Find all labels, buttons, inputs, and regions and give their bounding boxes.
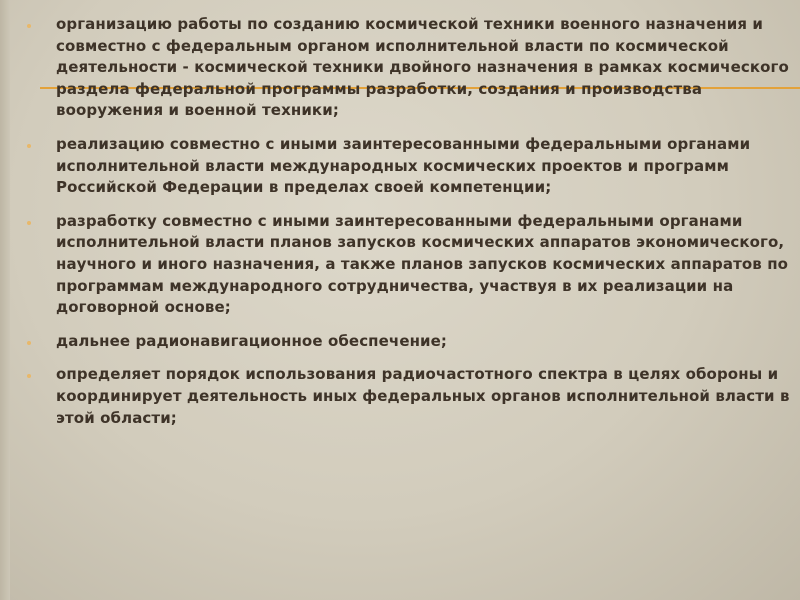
left-decor-strip bbox=[0, 0, 10, 600]
bullet-text: дальнее радионавигационное обеспечение; bbox=[56, 331, 448, 350]
bullet-dot-icon bbox=[27, 221, 31, 225]
bullet-text: реализацию совместно с иными заинтересованными федеральными органами исполнительной власти международных космических проектов и программ Российской Федерации в пределах своей компетенции; bbox=[56, 134, 751, 197]
bullet-dot-icon bbox=[27, 374, 31, 378]
bullet-item bbox=[27, 331, 792, 353]
bullet-dot-icon bbox=[27, 144, 31, 148]
bullet-dot-icon bbox=[27, 24, 31, 28]
bullet-item bbox=[27, 14, 792, 122]
bullet-text: определяет порядок использования радиочастотного спектра в целях обороны и координирует деятельность иных федеральных органов исполнительной власти в этой области; bbox=[56, 365, 790, 427]
bullet-item bbox=[27, 211, 792, 319]
bullet-item bbox=[27, 364, 792, 429]
bullet-item bbox=[27, 134, 792, 199]
bullet-list bbox=[27, 14, 792, 441]
bullet-text: организацию работы по созданию космической техники военного назначения и совместно с федеральным органом исполнительной власти по космической деятельности - космической техники двойного назначения в рамках космического раздела федеральной программы разработки, создания и производства вооружения и военной техники; bbox=[56, 15, 789, 120]
bullet-text: разработку совместно с иными заинтересованными федеральными органами исполнительной власти планов запусков космических аппаратов экономического, научного и иного назначения, а также планов запусков космических аппаратов по программам международного сотрудничества, участвуя в их реализации на договорной основе; bbox=[56, 211, 789, 317]
bullet-dot-icon bbox=[27, 341, 31, 345]
